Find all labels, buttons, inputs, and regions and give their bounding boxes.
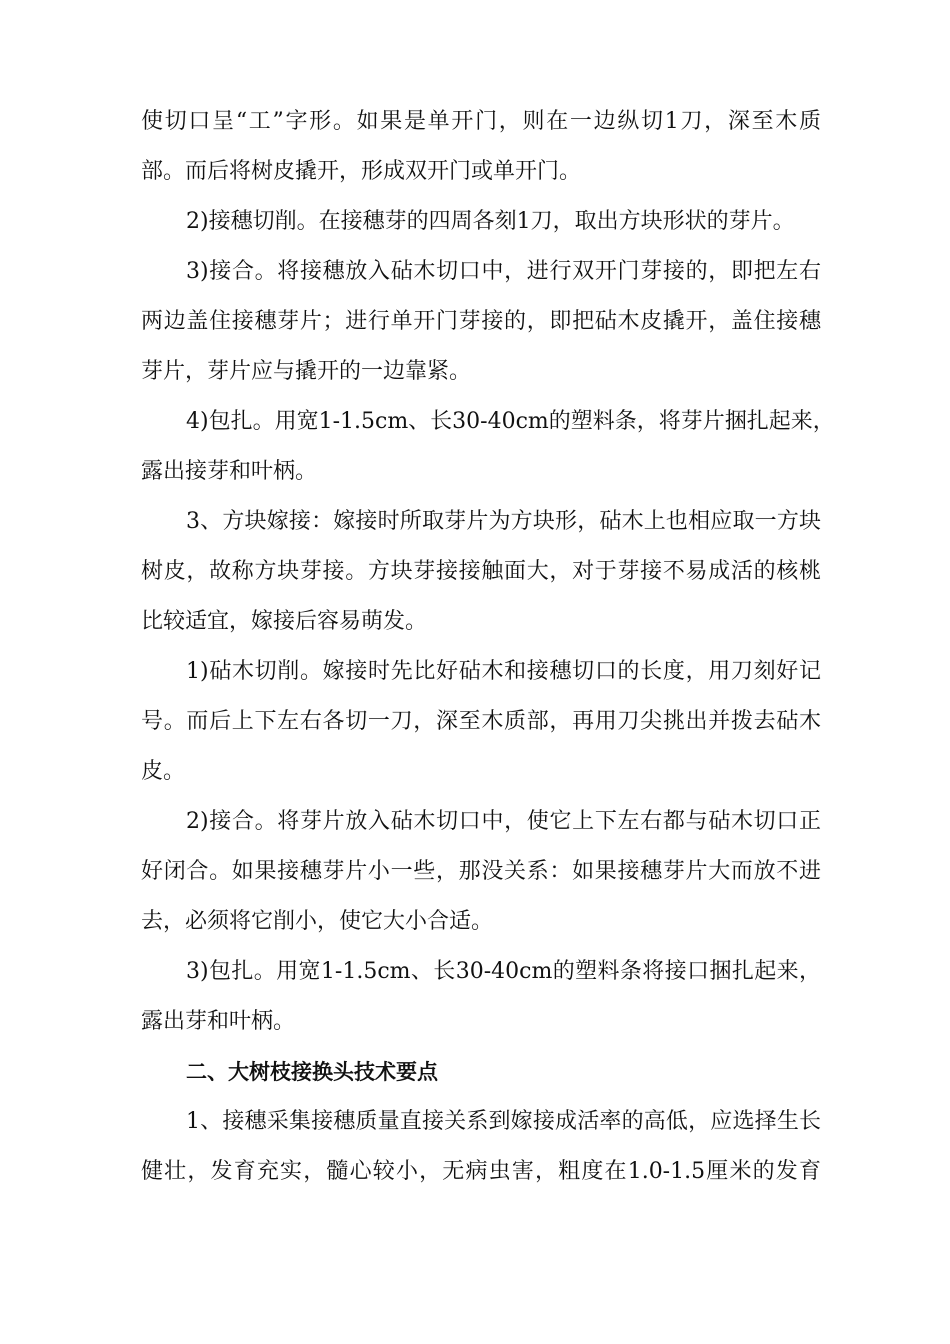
text-line: 3)包扎。用宽1-1.5cm、长30-40cm的塑料条将接口捆扎起来， <box>186 959 821 984</box>
text-line: 去，必须将它削小，使它大小合适。 <box>141 909 494 934</box>
text-line: 4)包扎。用宽1-1.5cm、长30-40cm的塑料条，将芽片捆扎起来， <box>186 409 835 434</box>
text-line: 号。而后上下左右各切一刀，深至木质部，再用刀尖挑出并拨去砧木 <box>141 709 821 734</box>
text-line: 2)接穗切削。在接穗芽的四周各刻1刀，取出方块形状的芽片。 <box>186 209 795 234</box>
text-line: 好闭合。如果接穗芽片小一些，那没关系：如果接穗芽片大而放不进 <box>141 859 821 884</box>
text-line: 露出接芽和叶柄。 <box>141 459 318 484</box>
text-line: 1)砧木切削。嫁接时先比好砧木和接穗切口的长度，用刀刻好记 <box>186 659 821 684</box>
text-line: 比较适宜，嫁接后容易萌发。 <box>141 609 428 634</box>
text-line: 两边盖住接穗芽片；进行单开门芽接的，即把砧木皮撬开，盖住接穗 <box>141 309 821 334</box>
text-line: 健壮，发育充实，髓心较小，无病虫害，粗度在1.0-1.5厘米的发育 <box>141 1159 821 1184</box>
text-line: 2)接合。将芽片放入砧木切口中，使它上下左右都与砧木切口正 <box>186 809 821 834</box>
text-line: 树皮，故称方块芽接。方块芽接接触面大，对于芽接不易成活的核桃 <box>141 559 821 584</box>
text-line: 3)接合。将接穗放入砧木切口中，进行双开门芽接的，即把左右 <box>186 259 821 284</box>
text-line: 1、接穗采集接穗质量直接关系到嫁接成活率的高低，应选择生长 <box>186 1109 821 1134</box>
section-heading: 二、大树枝接换头技术要点 <box>186 1060 438 1084</box>
text-line: 部。而后将树皮撬开，形成双开门或单开门。 <box>141 159 582 184</box>
text-line: 皮。 <box>141 759 186 784</box>
text-line: 芽片，芽片应与撬开的一边靠紧。 <box>141 359 472 384</box>
text-line: 使切口呈“工”字形。如果是单开门，则在一边纵切1刀，深至木质 <box>141 109 821 134</box>
text-line: 露出芽和叶柄。 <box>141 1009 296 1034</box>
text-line: 3、方块嫁接：嫁接时所取芽片为方块形，砧木上也相应取一方块 <box>186 509 821 534</box>
